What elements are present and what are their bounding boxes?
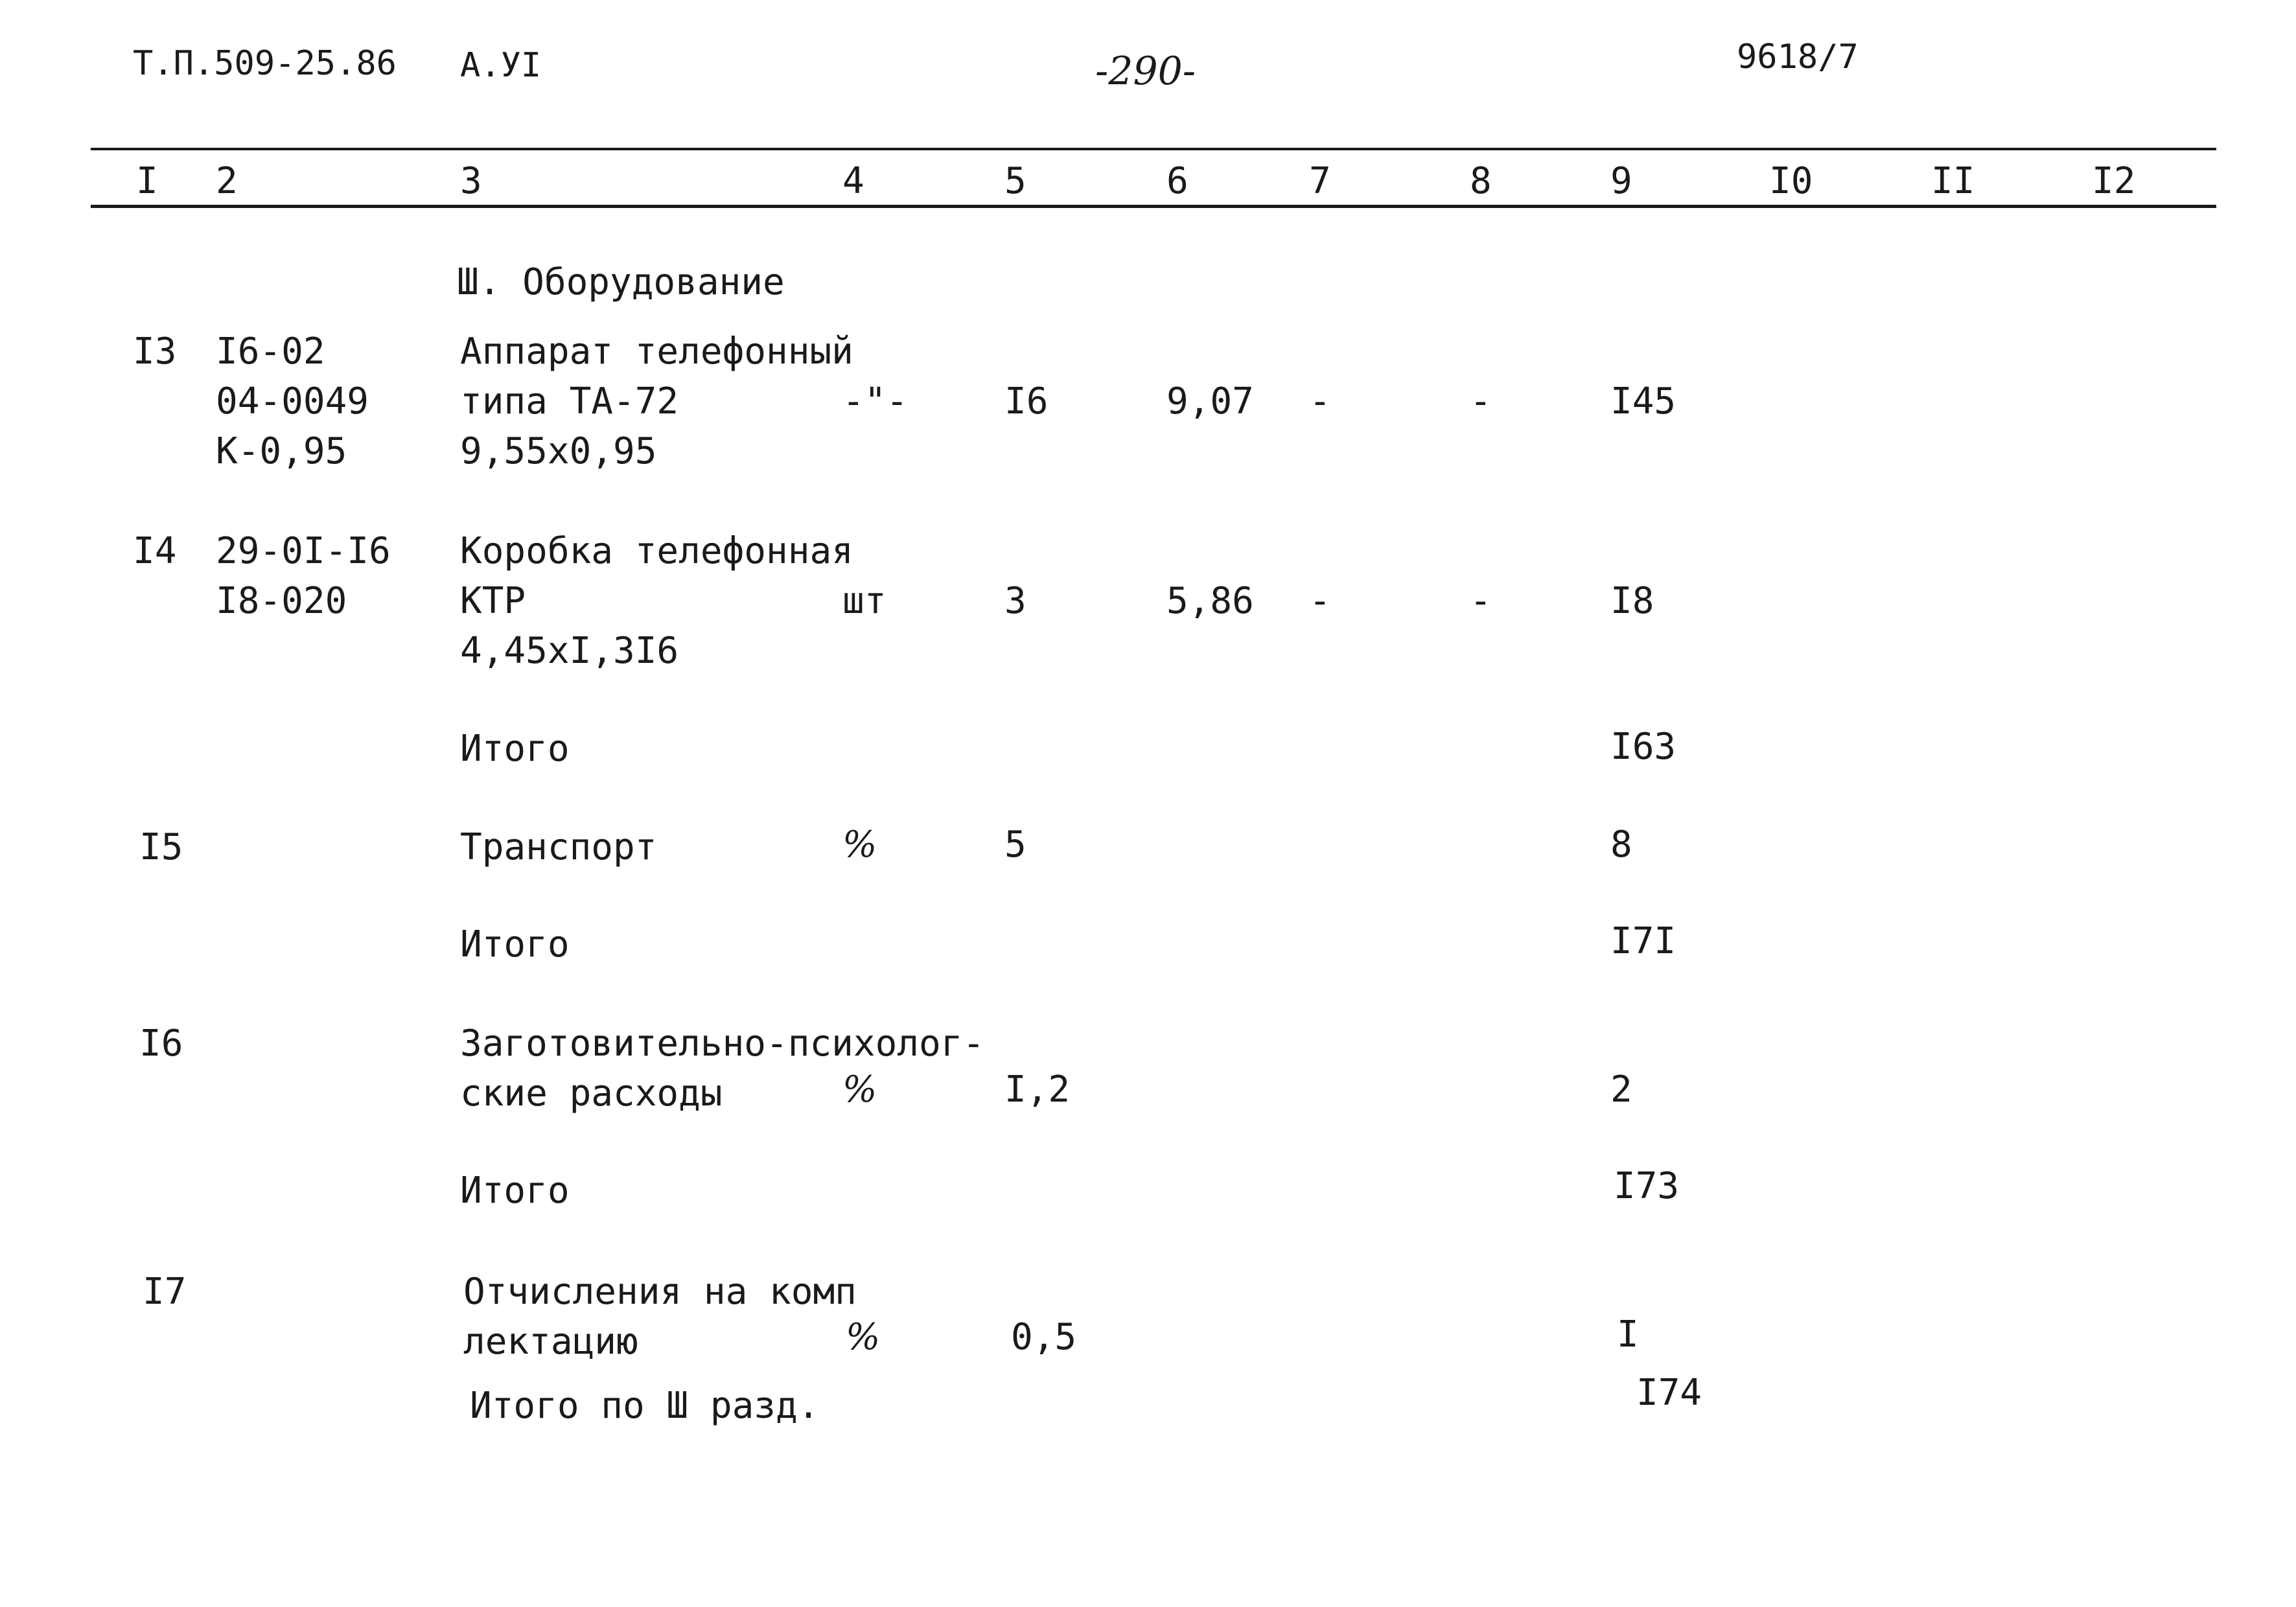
- row-unit: -"-: [842, 380, 909, 422]
- column-header: 6: [1166, 160, 1189, 202]
- row-col8: -: [1470, 580, 1492, 622]
- row-quantity: 0,5: [1011, 1316, 1077, 1358]
- row-price: 9,07: [1166, 380, 1254, 422]
- row-unit: %: [846, 1316, 881, 1358]
- document-reference: 9618/7: [1737, 38, 1859, 76]
- row-name: лектацию: [463, 1321, 638, 1363]
- column-header: 7: [1309, 160, 1331, 202]
- row-name: КТР: [460, 580, 526, 622]
- row-name: типа ТА-72: [460, 380, 679, 422]
- section-total-label: Итого по Ш разд.: [470, 1385, 820, 1427]
- column-header: 8: [1470, 160, 1492, 202]
- column-header: 5: [1004, 160, 1026, 202]
- row-code: 04-0049: [216, 380, 369, 422]
- row-unit: %: [842, 824, 877, 866]
- row-unit: %: [842, 1069, 877, 1111]
- section-title: Ш. Оборудование: [457, 261, 785, 303]
- row-total: 2: [1610, 1069, 1632, 1111]
- row-col7: -: [1309, 580, 1331, 622]
- column-header: 4: [842, 160, 864, 202]
- row-name: Аппарат телефонный: [460, 330, 853, 373]
- column-header: I0: [1769, 160, 1813, 202]
- row-number: I5: [139, 826, 183, 868]
- section-total-value: I74: [1636, 1372, 1702, 1414]
- subtotal-value: I73: [1614, 1165, 1680, 1207]
- row-name: 4,45хI,3I6: [460, 630, 679, 672]
- row-quantity: 3: [1004, 580, 1026, 622]
- row-total: I: [1617, 1313, 1639, 1356]
- row-code: I6-02: [216, 330, 325, 373]
- row-total: I8: [1610, 580, 1654, 622]
- row-number: I3: [133, 330, 177, 373]
- subtotal-label: Итого: [460, 1170, 570, 1212]
- row-code: I8-020: [216, 580, 347, 622]
- header-top-rule: [91, 148, 2216, 150]
- subtotal-value: I7I: [1610, 920, 1676, 962]
- row-code: К-0,95: [216, 430, 347, 472]
- row-name: 9,55х0,95: [460, 430, 657, 472]
- column-header: 2: [216, 160, 238, 202]
- row-name: Заготовительно-психолог-: [460, 1023, 985, 1065]
- subtotal-value: I63: [1610, 726, 1676, 768]
- row-unit: шт: [842, 580, 887, 622]
- row-quantity: 5: [1004, 824, 1026, 866]
- row-code: 29-0I-I6: [216, 530, 391, 572]
- row-price: 5,86: [1166, 580, 1254, 622]
- header-bottom-rule: [91, 205, 2216, 208]
- row-quantity: I6: [1004, 380, 1049, 422]
- row-total: 8: [1610, 824, 1632, 866]
- row-number: I6: [139, 1023, 183, 1065]
- row-name: Коробка телефонная: [460, 530, 853, 572]
- page-number: -290-: [1095, 49, 1196, 94]
- row-number: I7: [143, 1271, 187, 1313]
- column-header: I: [136, 160, 158, 202]
- row-col8: -: [1470, 380, 1492, 422]
- column-header: 9: [1610, 160, 1632, 202]
- row-name: Отчисления на комп: [463, 1271, 857, 1313]
- row-name: ские расходы: [460, 1072, 723, 1115]
- document-code: Т.П.509-25.86: [133, 44, 397, 83]
- row-col7: -: [1309, 380, 1331, 422]
- column-header: 3: [460, 160, 482, 202]
- column-header: I2: [2092, 160, 2136, 202]
- row-total: I45: [1610, 380, 1676, 422]
- row-name: Транспорт: [460, 826, 657, 868]
- album-number: А.УI: [460, 46, 542, 85]
- subtotal-label: Итого: [460, 923, 570, 965]
- row-number: I4: [133, 530, 177, 572]
- row-quantity: I,2: [1004, 1069, 1071, 1111]
- subtotal-label: Итого: [460, 728, 570, 770]
- column-header: II: [1931, 160, 1975, 202]
